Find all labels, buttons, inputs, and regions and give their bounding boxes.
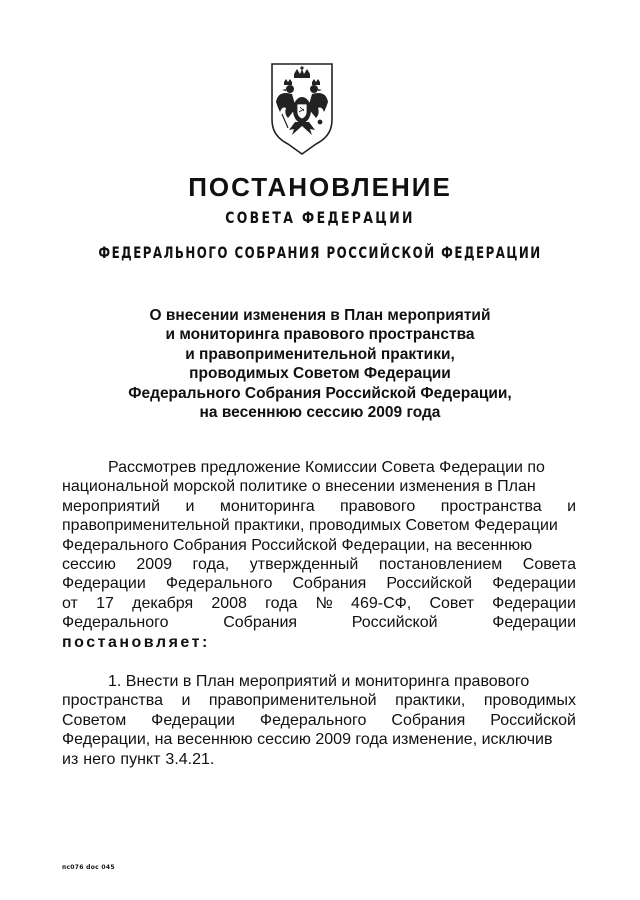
text-word: Федерации: [492, 575, 576, 593]
text-word: национальной морской политике о внесении изменения в План: [62, 478, 536, 496]
text-word: Собрания: [391, 711, 466, 729]
text-word: Федерации: [62, 575, 146, 593]
text-word: из: [62, 750, 79, 768]
text-word: 3.4.21.: [165, 750, 215, 768]
text-word: 17: [96, 594, 114, 612]
text-line: [62, 750, 576, 769]
text-word: пространства: [440, 497, 542, 515]
coat-of-arms-emblem: [268, 62, 336, 158]
preamble-paragraph: [62, 458, 576, 652]
text-word: пространства: [62, 692, 163, 710]
text-line: [62, 672, 576, 691]
text-word: года: [265, 594, 298, 612]
text-word: №: [315, 594, 333, 612]
text-word: 2009: [136, 556, 172, 574]
text-word: практики,: [395, 692, 466, 710]
text-word: мероприятий: [62, 497, 161, 515]
decree-item-1: [62, 672, 576, 769]
text-line: [62, 594, 576, 613]
document-type-heading: ПОСТАНОВЛЕНИЕ: [188, 172, 452, 202]
text-word: 469-СФ,: [351, 594, 412, 612]
footer-document-code: пс076 doc 045: [62, 864, 115, 871]
text-word: Федерации: [151, 711, 235, 729]
issuer-line-2: ФЕДЕРАЛЬНОГО СОБРАНИЯ РОССИЙСКОЙ ФЕДЕРАЦИИ: [98, 243, 542, 262]
title-line: Федерального Собрания Российской Федерации,: [128, 384, 512, 402]
title-line: проводимых Советом Федерации: [189, 365, 451, 383]
text-word: 1. Внести в План мероприятий и мониторинга правового: [108, 673, 530, 690]
text-line: [62, 613, 576, 632]
text-word: постановлением: [378, 556, 503, 574]
text-word: Российской: [386, 575, 473, 593]
text-line: [62, 730, 576, 749]
text-word: мониторинга: [219, 497, 315, 515]
text-word: Федерального: [165, 575, 273, 593]
decree-word: постановляет:: [62, 633, 210, 651]
text-word: и: [185, 497, 195, 515]
text-word: Совета: [522, 556, 576, 574]
text-line: [62, 497, 576, 516]
text-word: пункт: [120, 750, 161, 768]
text-word: 2008: [211, 594, 247, 612]
text-word: Федерации, на весеннюю сессию 2009 года изменение, исключив: [62, 731, 553, 749]
text-word: Российской: [490, 711, 576, 729]
text-line: [62, 536, 576, 555]
text-line: [62, 458, 576, 477]
text-word: Собрания: [223, 614, 298, 632]
text-word: Федерации: [492, 594, 576, 612]
text-line: [62, 516, 576, 535]
text-word: Федерального: [62, 614, 169, 632]
text-word: правового: [340, 497, 416, 515]
text-line: [62, 555, 576, 574]
issuer-line-1: СОВЕТА ФЕДЕРАЦИИ: [225, 208, 415, 227]
text-word: Федерального: [259, 711, 367, 729]
title-line: и правоприменительной практики,: [185, 345, 455, 363]
title-line: и мониторинга правового пространства: [165, 326, 475, 344]
text-word: и: [181, 692, 191, 710]
text-line: [62, 711, 576, 730]
text-line: [62, 574, 576, 593]
text-word: Совет: [429, 594, 474, 612]
text-word: правоприменительной практики, проводимых Советом Федерации: [62, 517, 558, 535]
title-line: О внесении изменения в План мероприятий: [149, 307, 491, 324]
document-title: [0, 306, 640, 422]
text-word: декабря: [132, 594, 194, 612]
text-line: [62, 477, 576, 496]
text-word: Российской: [351, 614, 438, 632]
text-line: [62, 691, 576, 710]
text-word: сессию: [62, 556, 116, 574]
text-word: Федерального Собрания Российской Федерации, на весеннюю: [62, 536, 533, 554]
text-word: правоприменительной: [208, 692, 377, 710]
text-word: Собрания: [292, 575, 367, 593]
text-word: него: [83, 750, 116, 768]
text-word: года,: [192, 556, 230, 574]
text-word: Советом: [62, 711, 127, 729]
text-word: утвержденный: [249, 556, 359, 574]
text-word: Федерации: [492, 614, 576, 632]
text-word: проводимых: [483, 692, 576, 710]
title-line: на весеннюю сессию 2009 года: [199, 404, 441, 422]
text-word: от: [62, 594, 78, 612]
text-word: и: [567, 497, 576, 515]
decree-word-line: [62, 633, 576, 652]
text-word: Рассмотрев предложение Комиссии Совета Федерации по: [108, 459, 545, 476]
